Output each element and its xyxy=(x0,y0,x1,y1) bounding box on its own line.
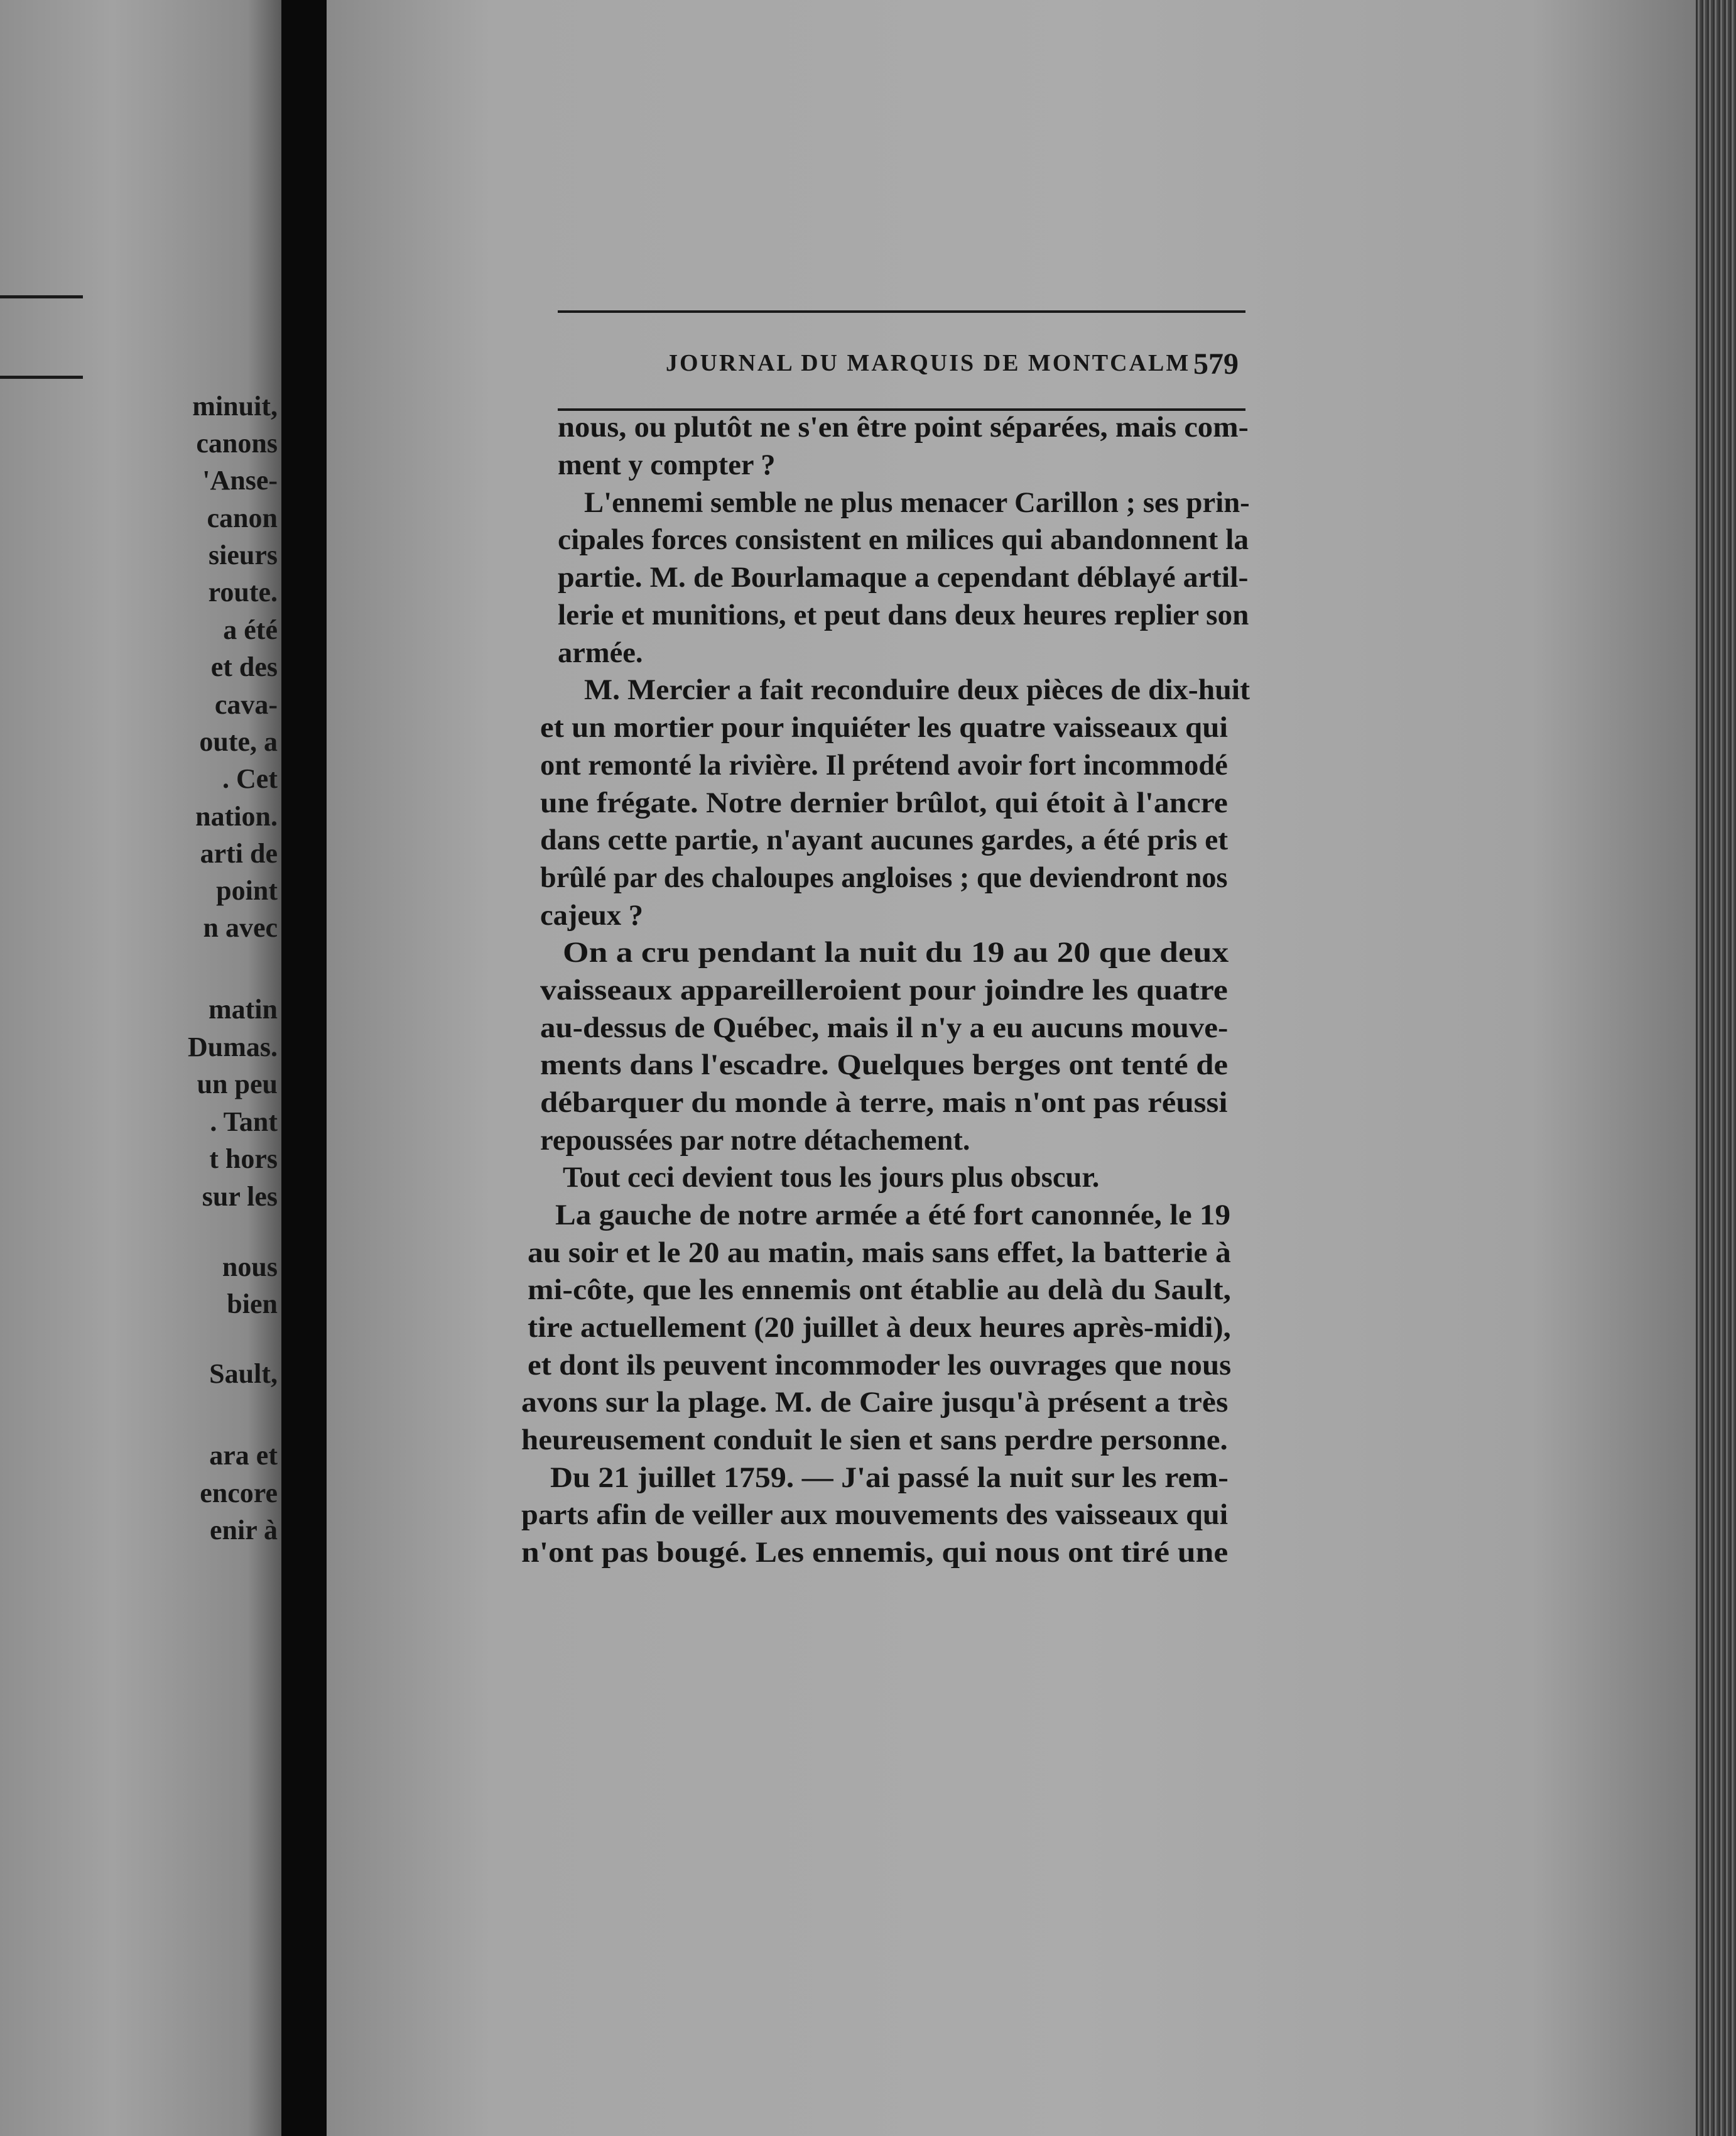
text-line: cipales forces consistent en milices qui abandonnent la xyxy=(558,524,1249,556)
text-line: ont remonté la rivière. Il prétend avoir fort incommodé xyxy=(540,749,1228,782)
previous-page xyxy=(0,0,281,2136)
text-line: Du 21 juillet 1759. — J'ai passé la nuit sur les rem- xyxy=(550,1462,1229,1494)
left-page-line: et des xyxy=(210,651,278,682)
text-line: partie. M. de Bourlamaque a cependant déblayé artil- xyxy=(558,562,1249,594)
left-page-line: nous xyxy=(222,1251,278,1282)
left-page-line: . Tant xyxy=(210,1106,278,1137)
text-line: On a cru pendant la nuit du 19 au 20 que deux xyxy=(563,937,1229,969)
left-page-line: a été xyxy=(223,614,278,645)
left-page-line: bien xyxy=(227,1289,278,1319)
text-line: L'ennemi semble ne plus menacer Carillon ; ses prin- xyxy=(584,487,1250,519)
text-line: mi-côte, que les ennemis ont établie au delà du Sault, xyxy=(528,1274,1232,1306)
text-line: Tout ceci devient tous les jours plus obscur. xyxy=(563,1162,1100,1194)
header-rule-bottom xyxy=(558,408,1245,411)
text-line: au soir et le 20 au matin, mais sans effet, la batterie à xyxy=(528,1237,1231,1269)
current-page xyxy=(327,0,1696,2136)
running-head: JOURNAL DU MARQUIS DE MONTCALM xyxy=(666,350,1191,376)
left-page-line: cava- xyxy=(214,689,278,720)
text-line: tire actuellement (20 juillet à deux heures après-midi), xyxy=(528,1312,1231,1344)
text-line: lerie et munitions, et peut dans deux heures replier son xyxy=(558,599,1249,631)
book-gutter xyxy=(281,0,327,2136)
left-page-line: un peu xyxy=(197,1069,278,1099)
page-number: 579 xyxy=(1193,347,1239,381)
left-page-line: sieurs xyxy=(209,540,278,570)
left-page-line: enir à xyxy=(210,1515,278,1545)
text-line: armée. xyxy=(558,637,643,669)
left-page-line: minuit, xyxy=(192,391,278,422)
header-rule-top xyxy=(558,310,1245,313)
left-page-line: canons xyxy=(196,428,278,459)
page-edges xyxy=(1696,0,1736,2136)
text-line: débarquer du monde à terre, mais n'ont pas réussi xyxy=(540,1087,1228,1119)
text-line: et un mortier pour inquiéter les quatre vaisseaux qui xyxy=(540,712,1228,744)
text-line: La gauche de notre armée a été fort canonnée, le 19 xyxy=(555,1199,1231,1231)
left-page-line: route. xyxy=(208,577,278,608)
left-page-line: matin xyxy=(209,994,278,1025)
left-page-line: Sault, xyxy=(209,1358,278,1389)
text-line: parts afin de veiller aux mouvements des vaisseaux qui xyxy=(521,1499,1229,1531)
text-line: une frégate. Notre dernier brûlot, qui étoit à l'ancre xyxy=(540,787,1228,819)
left-page-line: sur les xyxy=(202,1181,278,1212)
left-page-rule xyxy=(0,295,83,298)
text-line: et dont ils peuvent incommoder les ouvrages que nous xyxy=(528,1349,1232,1381)
text-line: cajeux ? xyxy=(540,900,643,932)
text-line: dans cette partie, n'ayant aucunes gardes, a été pris et xyxy=(540,824,1229,856)
text-line: ments dans l'escadre. Quelques berges ont tenté de xyxy=(540,1049,1228,1081)
left-page-rule xyxy=(0,376,83,379)
text-line: avons sur la plage. M. de Caire jusqu'à présent a très xyxy=(521,1387,1229,1419)
left-page-line: encore xyxy=(200,1478,278,1508)
left-page-line: canon xyxy=(207,503,278,533)
left-page-line: ara et xyxy=(209,1440,278,1471)
left-page-line: oute, a xyxy=(199,726,278,757)
left-page-line: n avec xyxy=(203,912,278,943)
left-page-line: point xyxy=(216,875,278,906)
left-page-line: arti de xyxy=(200,838,278,869)
text-line: n'ont pas bougé. Les ennemis, qui nous ont tiré une xyxy=(521,1537,1229,1569)
text-line: M. Mercier a fait reconduire deux pièces de dix-huit xyxy=(584,674,1250,706)
left-page-line: nation. xyxy=(195,801,278,832)
text-line: nous, ou plutôt ne s'en être point séparées, mais com- xyxy=(558,411,1249,444)
text-line: ment y compter ? xyxy=(558,449,776,481)
left-page-line: t hors xyxy=(209,1143,278,1174)
left-page-line: Dumas. xyxy=(187,1032,278,1062)
text-line: au-dessus de Québec, mais il n'y a eu aucuns mouve- xyxy=(540,1012,1229,1044)
left-page-line: . Cet xyxy=(222,763,278,794)
text-line: repoussées par notre détachement. xyxy=(540,1125,970,1157)
text-line: heureusement conduit le sien et sans perdre personne. xyxy=(521,1424,1228,1456)
text-line: vaisseaux appareilleroient pour joindre les quatre xyxy=(540,974,1228,1006)
left-page-line: 'Anse- xyxy=(202,465,278,496)
text-line: brûlé par des chaloupes angloises ; que deviendront nos xyxy=(540,862,1228,894)
